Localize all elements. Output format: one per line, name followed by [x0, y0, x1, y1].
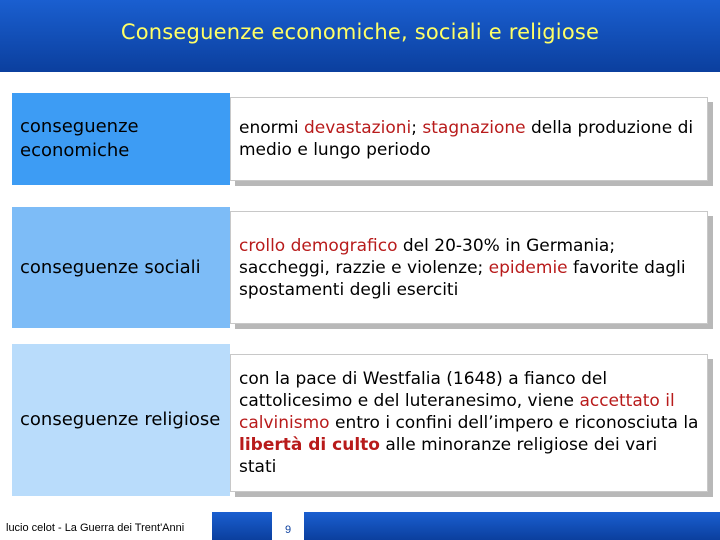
footer-author: lucio celot - La Guerra dei Trent'Anni [0, 512, 212, 540]
row-text-religiose [230, 354, 708, 492]
footer-bar [0, 512, 720, 540]
text-segment: del 20-30% in Germania; saccheggi, razzie e violenze; [239, 235, 616, 278]
text-segment: favorite dagli spostamenti degli eserciti [239, 257, 686, 300]
text-segment: ; [411, 118, 423, 138]
row-text-content [239, 235, 699, 301]
slide-title: Conseguenze economiche, sociali e religiose [120, 20, 600, 44]
row-label-economiche: conseguenze economiche [12, 93, 230, 185]
title-bar [0, 0, 720, 72]
highlight-text: stagnazione [422, 118, 526, 138]
row-label-sociali: conseguenze sociali [12, 207, 230, 328]
text-segment: entro i confini dell’impero e riconosciuta la [329, 413, 699, 433]
highlight-text: accettato il calvinismo [239, 391, 675, 433]
text-segment: con la pace di Westfalia (1648) a fianco del cattolicesimo e del luteranesimo, viene [239, 369, 608, 411]
row-text-economiche [230, 97, 708, 181]
row-label-religiose: conseguenze religiose [12, 344, 230, 496]
text-segment: della produzione di medio e lungo periodo [239, 118, 694, 160]
highlight-bold-text: libertà di culto [239, 435, 380, 455]
text-segment: alle minoranze religiose dei vari stati [239, 435, 658, 477]
highlight-text: epidemie [488, 257, 568, 278]
page-number: 9 [272, 512, 304, 540]
row-text-content [239, 117, 699, 161]
row-text-content [239, 368, 699, 478]
highlight-text: crollo demografico [239, 235, 398, 256]
row-text-sociali [230, 211, 708, 324]
highlight-text: devastazioni [304, 118, 412, 138]
text-segment: enormi [239, 118, 305, 138]
